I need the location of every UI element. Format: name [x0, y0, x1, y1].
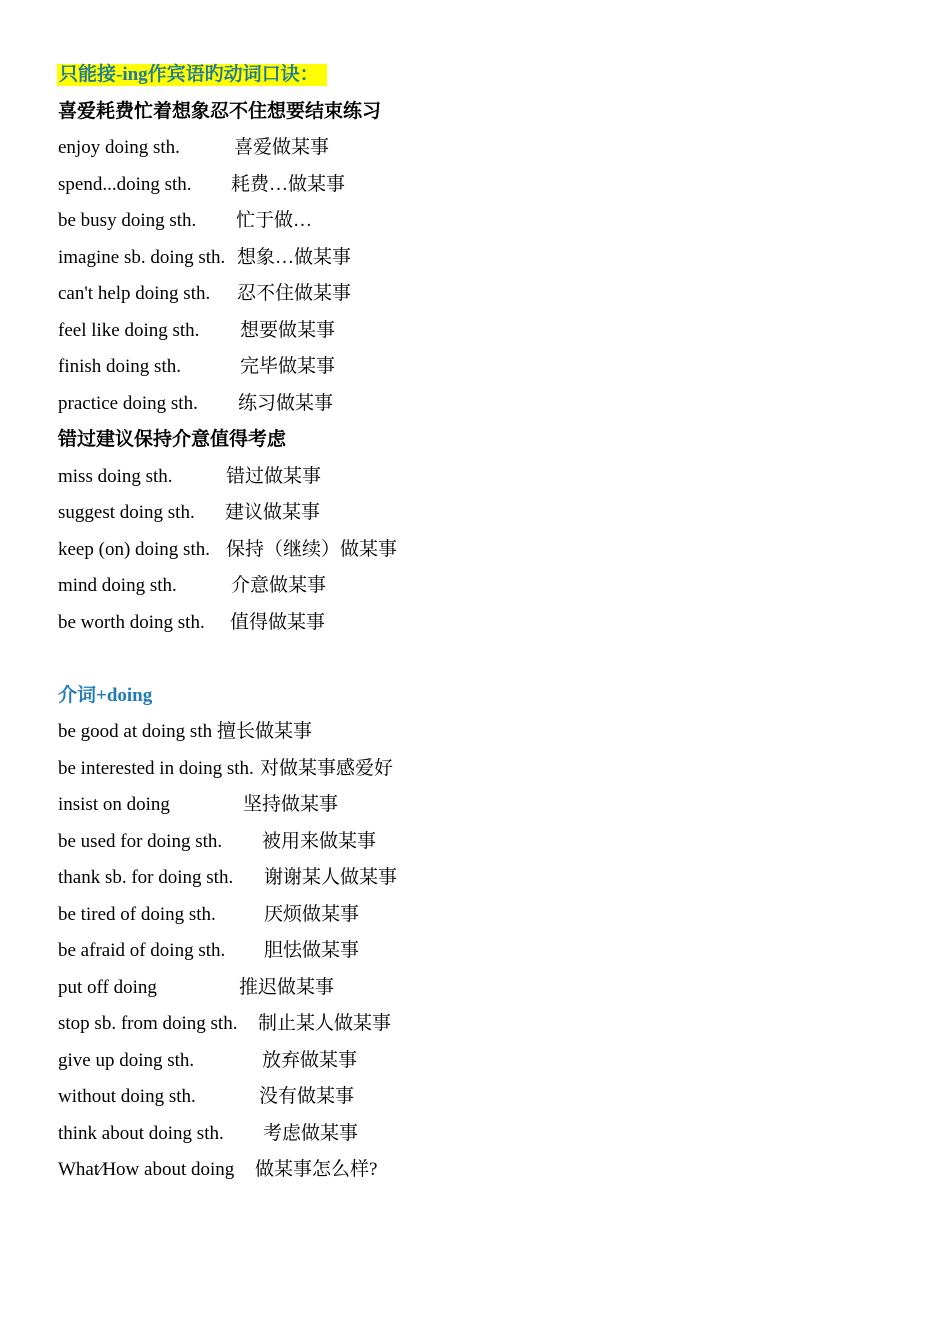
phrase-english: be worth doing sth. [58, 611, 205, 633]
phrase-row [58, 203, 918, 240]
phrase-chinese: 谢谢某人做某事 [264, 867, 398, 888]
phrase-chinese: 胆怯做某事 [264, 940, 360, 961]
phrase-row [58, 240, 918, 277]
phrase-row [58, 386, 918, 423]
phrase-chinese: 忙于做… [236, 210, 313, 231]
phrase-english: without doing sth. [58, 1086, 196, 1107]
section-heading: 介词+doing [58, 684, 153, 706]
phrase-row [58, 1006, 918, 1043]
phrase-chinese: 耗费…做某事 [231, 173, 346, 195]
phrase-english: put off doing [58, 976, 157, 998]
phrase-chinese: 坚持做某事 [243, 794, 339, 815]
phrase-row [58, 860, 918, 897]
phrase-row [58, 495, 918, 532]
phrase-row [58, 568, 918, 605]
phrase-english: be tired of doing sth. [58, 903, 216, 925]
mnemonic-heading-2: 错过建议保持介意值得考虑 [58, 429, 287, 450]
phrase-english: imagine sb. doing sth. [58, 246, 226, 268]
phrase-english: What∕How about doing [58, 1159, 235, 1180]
phrase-chinese: 建议做某事 [225, 502, 321, 523]
phrase-english: insist on doing [58, 794, 170, 815]
title-line [58, 57, 918, 94]
phrase-row [58, 1152, 918, 1189]
phrase-english: keep (on) doing sth. [58, 538, 210, 560]
phrase-row [58, 751, 918, 788]
phrase-row [58, 349, 918, 386]
phrase-english: thank sb. for doing sth. [58, 867, 234, 888]
phrase-english: miss doing sth. [58, 465, 173, 487]
phrase-chinese: 练习做某事 [238, 392, 334, 414]
phrase-chinese: 被用来做某事 [262, 830, 377, 852]
phrase-chinese: 保持（继续）做某事 [226, 538, 398, 560]
phrase-row [58, 714, 918, 751]
document-page [58, 57, 918, 1189]
phrase-row [58, 1079, 918, 1116]
phrase-chinese: 介意做某事 [231, 575, 327, 596]
phrase-chinese: 擅长做某事 [217, 721, 313, 742]
phrase-row [58, 276, 918, 313]
phrase-chinese: 没有做某事 [259, 1086, 355, 1107]
phrase-row [58, 1043, 918, 1080]
phrase-row [58, 605, 918, 642]
phrase-english: suggest doing sth. [58, 502, 195, 523]
phrase-english: mind doing sth. [58, 575, 177, 596]
phrase-chinese: 做某事怎么样? [255, 1159, 378, 1180]
phrase-english: can't help doing sth. [58, 283, 211, 304]
phrase-chinese: 想象…做某事 [237, 246, 352, 268]
phrase-row [58, 824, 918, 861]
phrase-row [58, 313, 918, 350]
phrase-chinese: 厌烦做某事 [264, 903, 360, 925]
phrase-english: think about doing sth. [58, 1122, 224, 1144]
document-title: 只能接-ing作宾语旳动词口诀： [57, 64, 327, 86]
phrase-chinese: 推迟做某事 [239, 976, 335, 998]
phrase-row [58, 933, 918, 970]
phrase-row [58, 167, 918, 204]
mnemonic-heading-1: 喜爱耗费忙着想象忍不住想要结束练习 [58, 100, 382, 122]
phrase-row [58, 532, 918, 569]
phrase-english: be interested in doing sth. [58, 757, 254, 779]
phrase-chinese: 制止某人做某事 [258, 1013, 392, 1034]
phrase-english: spend...doing sth. [58, 173, 192, 195]
phrase-english: be busy doing sth. [58, 210, 197, 231]
phrase-english: be afraid of doing sth. [58, 940, 226, 961]
phrase-english: practice doing sth. [58, 392, 198, 414]
phrase-chinese: 忍不住做某事 [237, 283, 352, 304]
phrase-english: be good at doing sth [58, 721, 213, 742]
phrase-chinese: 错过做某事 [226, 465, 322, 487]
phrase-row [58, 130, 918, 167]
phrase-english: stop sb. from doing sth. [58, 1013, 238, 1034]
phrase-chinese: 想要做某事 [240, 319, 336, 341]
phrase-chinese: 对做某事感爱好 [260, 757, 394, 779]
phrase-row [58, 897, 918, 934]
blank-line [58, 641, 918, 678]
phrase-english: be used for doing sth. [58, 830, 223, 852]
phrase-chinese: 完毕做某事 [240, 356, 336, 377]
phrase-row [58, 970, 918, 1007]
phrase-english: enjoy doing sth. [58, 137, 180, 158]
phrase-english: finish doing sth. [58, 356, 181, 377]
phrase-english: feel like doing sth. [58, 319, 200, 341]
phrase-english: give up doing sth. [58, 1049, 195, 1071]
phrase-chinese: 放弃做某事 [262, 1049, 358, 1071]
phrase-chinese: 喜爱做某事 [234, 137, 330, 158]
phrase-row [58, 459, 918, 496]
phrase-chinese: 考虑做某事 [263, 1122, 359, 1144]
phrase-chinese: 值得做某事 [230, 611, 326, 633]
phrase-row [58, 787, 918, 824]
phrase-row [58, 1116, 918, 1153]
